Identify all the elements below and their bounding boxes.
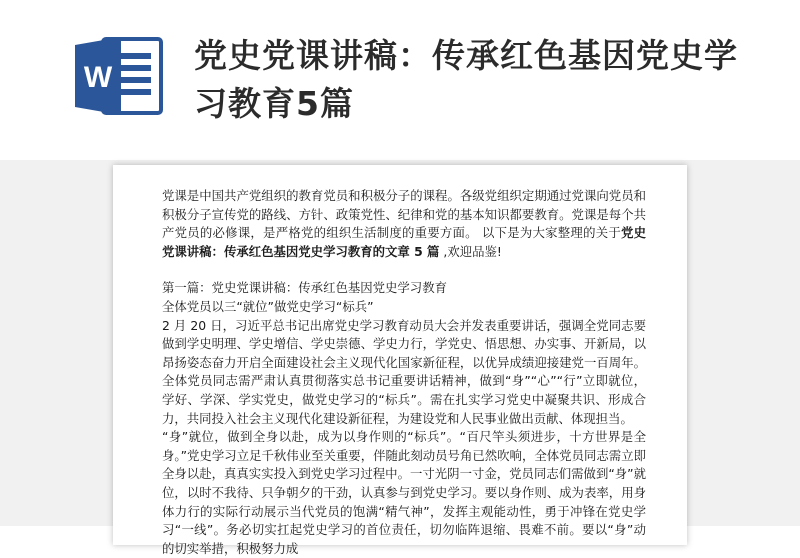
header (0, 0, 800, 160)
subheading: 全体党员以三“就位”做党史学习“标兵” (162, 298, 374, 314)
intro-end: ,欢迎品鉴! (439, 243, 502, 259)
word-letter: W (83, 61, 113, 94)
body-paragraph-2: “身”就位，做到全身以赴，成为以身作则的“标兵”。“百尺竿头须进步，十方世界是全身。”党史学习立足千秋伟业至关重要，伴随此刻动员号角已然吹响，全体党员同志需立即全身以赴，真真实实投入到党史学习过程中。一寸光阴一寸金，党员同志们需做到“身”就位，以时不我待、只争朝夕的干劲，认真参与到党史学习。要以身作则、成为表率，用身体力行的实际行动展示当代党员的饱满“精气神”，发挥主观能动性，勇于冲锋在党史学习“一线”。务必切实扛起党史学习的首位责任，切勿临阵退缩、畏难不前。要以“身”动的切实举措，积极努力成 (162, 429, 646, 556)
document-content (162, 187, 646, 558)
intro-paragraph (162, 187, 646, 261)
page-title: 党史党课讲稿：传承红色基因党史学习教育5篇 (194, 36, 738, 123)
body-paragraph-1: 2 月 20 日，习近平总书记出席党史学习教育动员大会并发表重要讲话，强调全党同志要做到学史明理、学史增信、学史崇德、学史力行，学党史、悟思想、办实事、开新局，以昂扬姿态奋力开启全面建设社会主义现代化国家新征程，以优异成绩迎接建党一百周年。全体党员同志需严肃认真贯彻落实总书记重要讲话精神，做到“身”“心”“行”立即就位，学好、学深、学实党史，做党史学习的“标兵”。需在扎实学习党史中凝聚共识、形成合力，共同投入社会主义现代化建设新征程，为建设党和人民事业做出贡献、体现担当。 (162, 317, 646, 426)
intro-text: 党课是中国共产党组织的教育党员和积极分子的课程。各级党组织定期通过党课向党员和积极分子宣传党的路线、方针、政策党性、纪律和党的基本知识都要教育。党课是每个共产党员的必修课，是严格党的组织生活制度的重要方面。 以下是为大家整理的关于 (162, 188, 646, 241)
paragraph-gap (162, 261, 646, 279)
section-heading: 第一篇：党史党课讲稿：传承红色基因党史学习教育 (162, 280, 447, 296)
intro-bold-title: 党史党课讲稿：传承红色基因党史学习教育的文章 5 篇 (162, 225, 646, 259)
word-document-icon (73, 35, 165, 117)
